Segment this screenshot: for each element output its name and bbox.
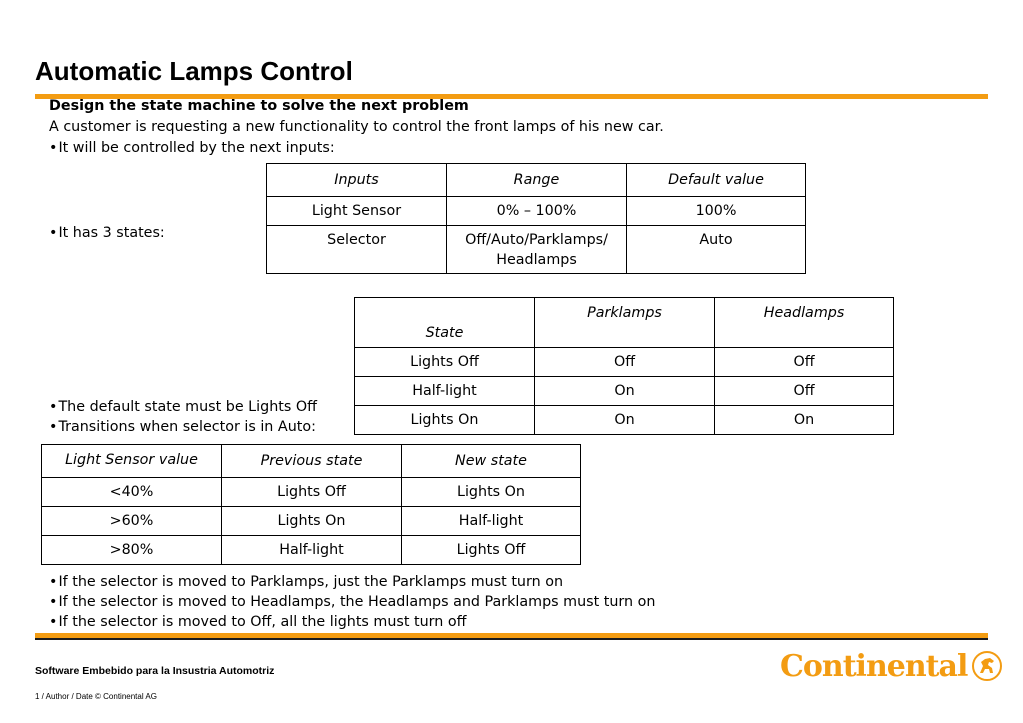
table-cell: Lights On [402,478,581,507]
table-cell: Lights On [222,507,402,536]
horse-icon [971,650,1003,682]
bullet-parklamps: •If the selector is moved to Parklamps, just the Parklamps must turn on [49,574,564,590]
table-cell: Lights Off [402,536,581,565]
footer-divider-line [35,638,988,640]
new-state-header: New state [402,445,581,478]
table-cell: Half-light [355,377,535,406]
bullet-states: •It has 3 states: [49,225,165,241]
table-cell: Off [715,348,894,377]
table-cell: Light Sensor [267,197,447,226]
continental-logo [780,645,1003,687]
table-cell: On [535,406,715,435]
table-cell: Selector [267,226,447,274]
table-cell: On [715,406,894,435]
footer-meta: 1 / Author / Date © Continental AG [35,692,157,701]
state-header: State [355,298,535,348]
light-sensor-header: Light Sensor value [42,445,222,478]
logo-wordmark: Continental [780,648,968,684]
table-cell: >60% [42,507,222,536]
table-cell: Half-light [402,507,581,536]
table-cell: Off [715,377,894,406]
table-cell: On [535,377,715,406]
default-header: Default value [627,164,806,197]
table-cell: Lights Off [355,348,535,377]
bullet-glyph: • [49,140,58,156]
footer-course: Software Embebido para la Insustria Automotriz [35,665,275,677]
table-cell: <40% [42,478,222,507]
intro-text: A customer is requesting a new functionality to control the front lamps of his new car. [49,119,664,135]
parklamps-header: Parklamps [535,298,715,348]
bullet-inputs: •It will be controlled by the next inputs: [49,140,335,156]
bullet-default: •The default state must be Lights Off [49,399,317,415]
bullet-transitions: •Transitions when selector is in Auto: [49,419,316,435]
inputs-header: Inputs [267,164,447,197]
table-cell: 0% – 100% [447,197,627,226]
table-cell: Auto [627,226,806,274]
previous-state-header: Previous state [222,445,402,478]
page-title: Automatic Lamps Control [35,56,353,86]
inputs-table [266,163,806,274]
table-cell: 100% [627,197,806,226]
bullet-headlamps: •If the selector is moved to Headlamps, the Headlamps and Parklamps must turn on [49,594,656,610]
bullet-off: •If the selector is moved to Off, all the lights must turn off [49,614,467,630]
range-header: Range [447,164,627,197]
table-cell: >80% [42,536,222,565]
table-cell: Lights Off [222,478,402,507]
transitions-table [41,444,581,565]
table-cell: Off/Auto/Parklamps/ Headlamps [447,226,627,274]
states-table [354,297,894,435]
problem-heading: Design the state machine to solve the next problem [49,98,469,114]
table-cell: Half-light [222,536,402,565]
headlamps-header: Headlamps [715,298,894,348]
table-cell: Lights On [355,406,535,435]
table-cell: Off [535,348,715,377]
